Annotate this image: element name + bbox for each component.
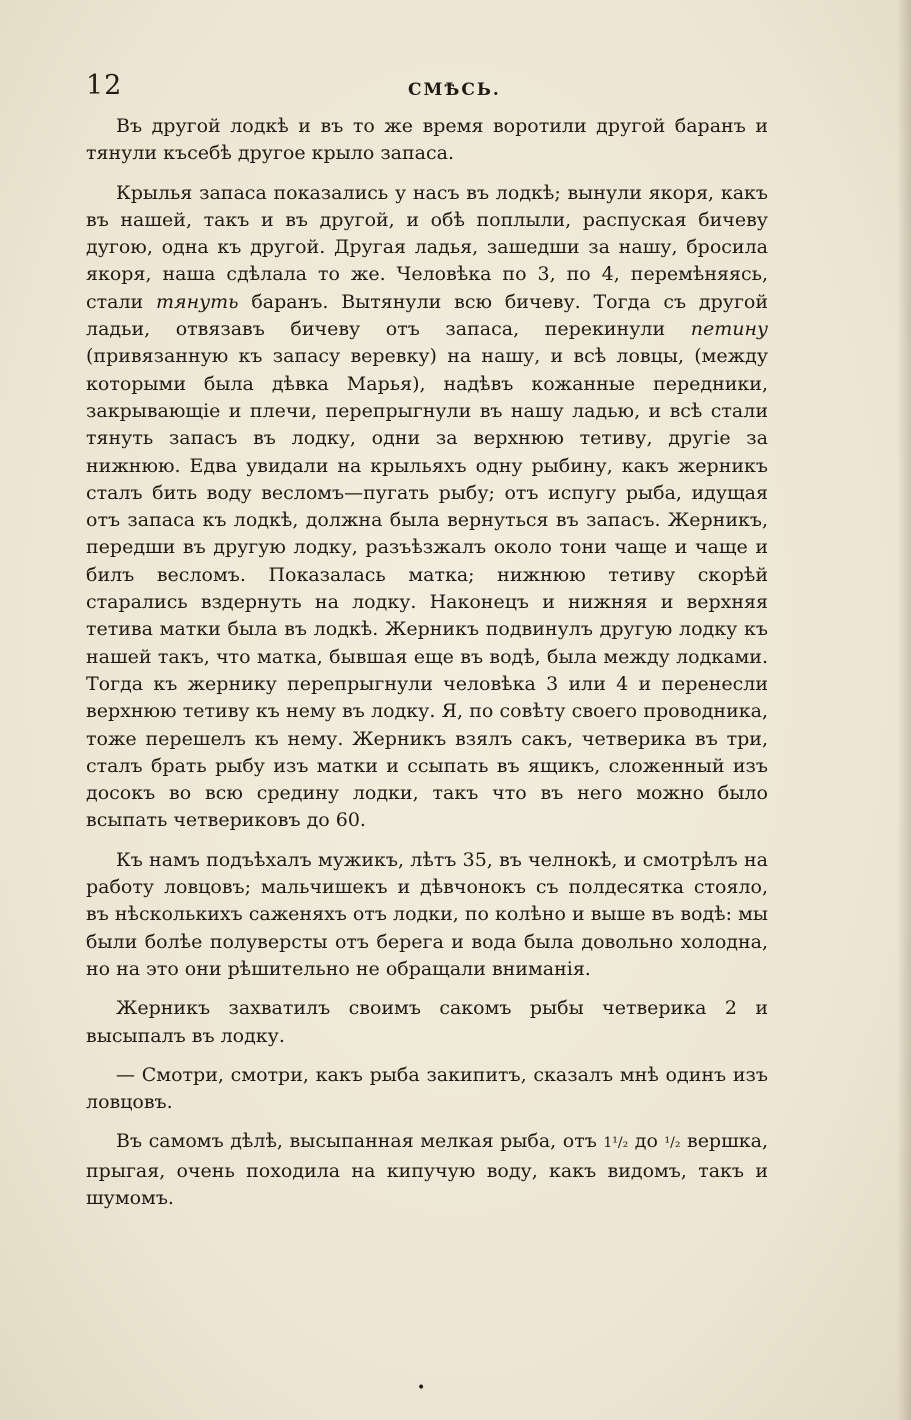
paragraph-text: — Смотри, смотри, какъ рыба закипитъ, сказалъ мнѣ одинъ изъ ловцовъ.	[86, 1063, 768, 1114]
paragraph-text: Къ намъ подъѣхалъ мужикъ, лѣтъ 35, въ челнокѣ, и смотрѣлъ на работу ловцовъ; мальчишекъ и дѣвчонокъ съ полдесятка стояло, въ нѣсколькихъ саженяхъ отъ лодки, по колѣно и выше въ водѣ: мы были болѣе полуверсты отъ берега и вода была довольно холодна, но на это они рѣшительно не обращали вниманія.	[86, 848, 768, 980]
paragraph-text: Жерникъ захватилъ своимъ сакомъ рыбы четверика 2 и высыпалъ въ лодку.	[86, 997, 768, 1047]
paragraph-text: до	[628, 1130, 665, 1153]
paragraph	[86, 1062, 768, 1117]
paragraph	[86, 180, 768, 835]
footer-mark: •	[417, 1380, 426, 1396]
paragraph	[86, 113, 768, 168]
paragraph-text: вершка, прыгая, очень походила на кипучую воду, какъ видомъ, такъ и шумомъ.	[86, 1130, 769, 1209]
paragraph	[86, 995, 768, 1050]
paragraph	[86, 847, 768, 983]
italic-term: тянуть	[156, 290, 239, 313]
page-edge-shadow	[897, 0, 911, 1420]
running-title: СМѢСЬ.	[408, 80, 501, 100]
paragraph-text: (привязанную къ запасу веревку) на нашу, и всѣ ловцы, (между которыми была дѣвка Марья), надѣвъ кожанные передники, закрывающіе и плечи, перепрыгнули въ нашу ладью, и всѣ стали тянуть запасъ въ лодку, одни за верхнюю тетиву, другіе за нижнюю. Едва увидали на крыльяхъ одну рыбину, какъ жерникъ сталъ бить воду весломъ—пугать рыбу; отъ испугу рыба, идущая отъ запаса къ лодкѣ, должна была вернуться въ запасъ. Жерникъ, передши въ другую лодку, разъѣзжалъ около тони чаще и чаще и билъ весломъ. Показалась матка; нижнюю тетиву скорѣй старались вздернуть на лодку. Наконецъ и нижняя и верхняя тетива матки была въ лодкѣ. Жерникъ подвинулъ другую лодку къ нашей такъ, что матка, бывшая еще въ водѣ, была между лодками. Тогда къ жернику перепрыгнули человѣка 3 или 4 и перенесли верхнюю тетиву къ нему въ лодку. Я, по совѣту своего проводника, тоже перешелъ къ нему. Жерникъ взялъ сакъ, четверика въ три, сталъ брать рыбу изъ матки и ссыпать въ ящикъ, сложенный изъ досокъ во всю средину лодки, такъ что въ него можно было всыпать четвериковъ до 60.	[86, 345, 768, 832]
paragraph	[86, 1128, 768, 1212]
italic-term: петину	[690, 318, 768, 341]
paragraph-text: баранъ. Вытянули всю бичеву. Тогда съ другой ладьи, отвязавъ бичеву отъ запаса, перекинули	[86, 290, 768, 341]
fraction: ¹/₂	[664, 1135, 681, 1152]
fraction: 1¹/₂	[603, 1135, 629, 1152]
body-text	[86, 113, 768, 1224]
paragraph-text: Крылья запаса показались у насъ въ лодкѣ; вынули якоря, какъ въ нашей, такъ и въ другой, и обѣ поплыли, распуская бичеву дугою, одна къ другой. Другая ладья, зашедши за нашу, бросила якоря, наша сдѣлала то же. Человѣка по 3, по 4, перемѣняясь, стали	[86, 181, 768, 313]
paragraph-text: Въ самомъ дѣлѣ, высыпанная мелкая рыба, отъ	[116, 1130, 604, 1153]
page-number: 12	[86, 70, 123, 101]
paragraph-text: Въ другой лодкѣ и въ то же время воротили другой баранъ и тянули късебѣ другое крыло запаса.	[86, 115, 768, 165]
